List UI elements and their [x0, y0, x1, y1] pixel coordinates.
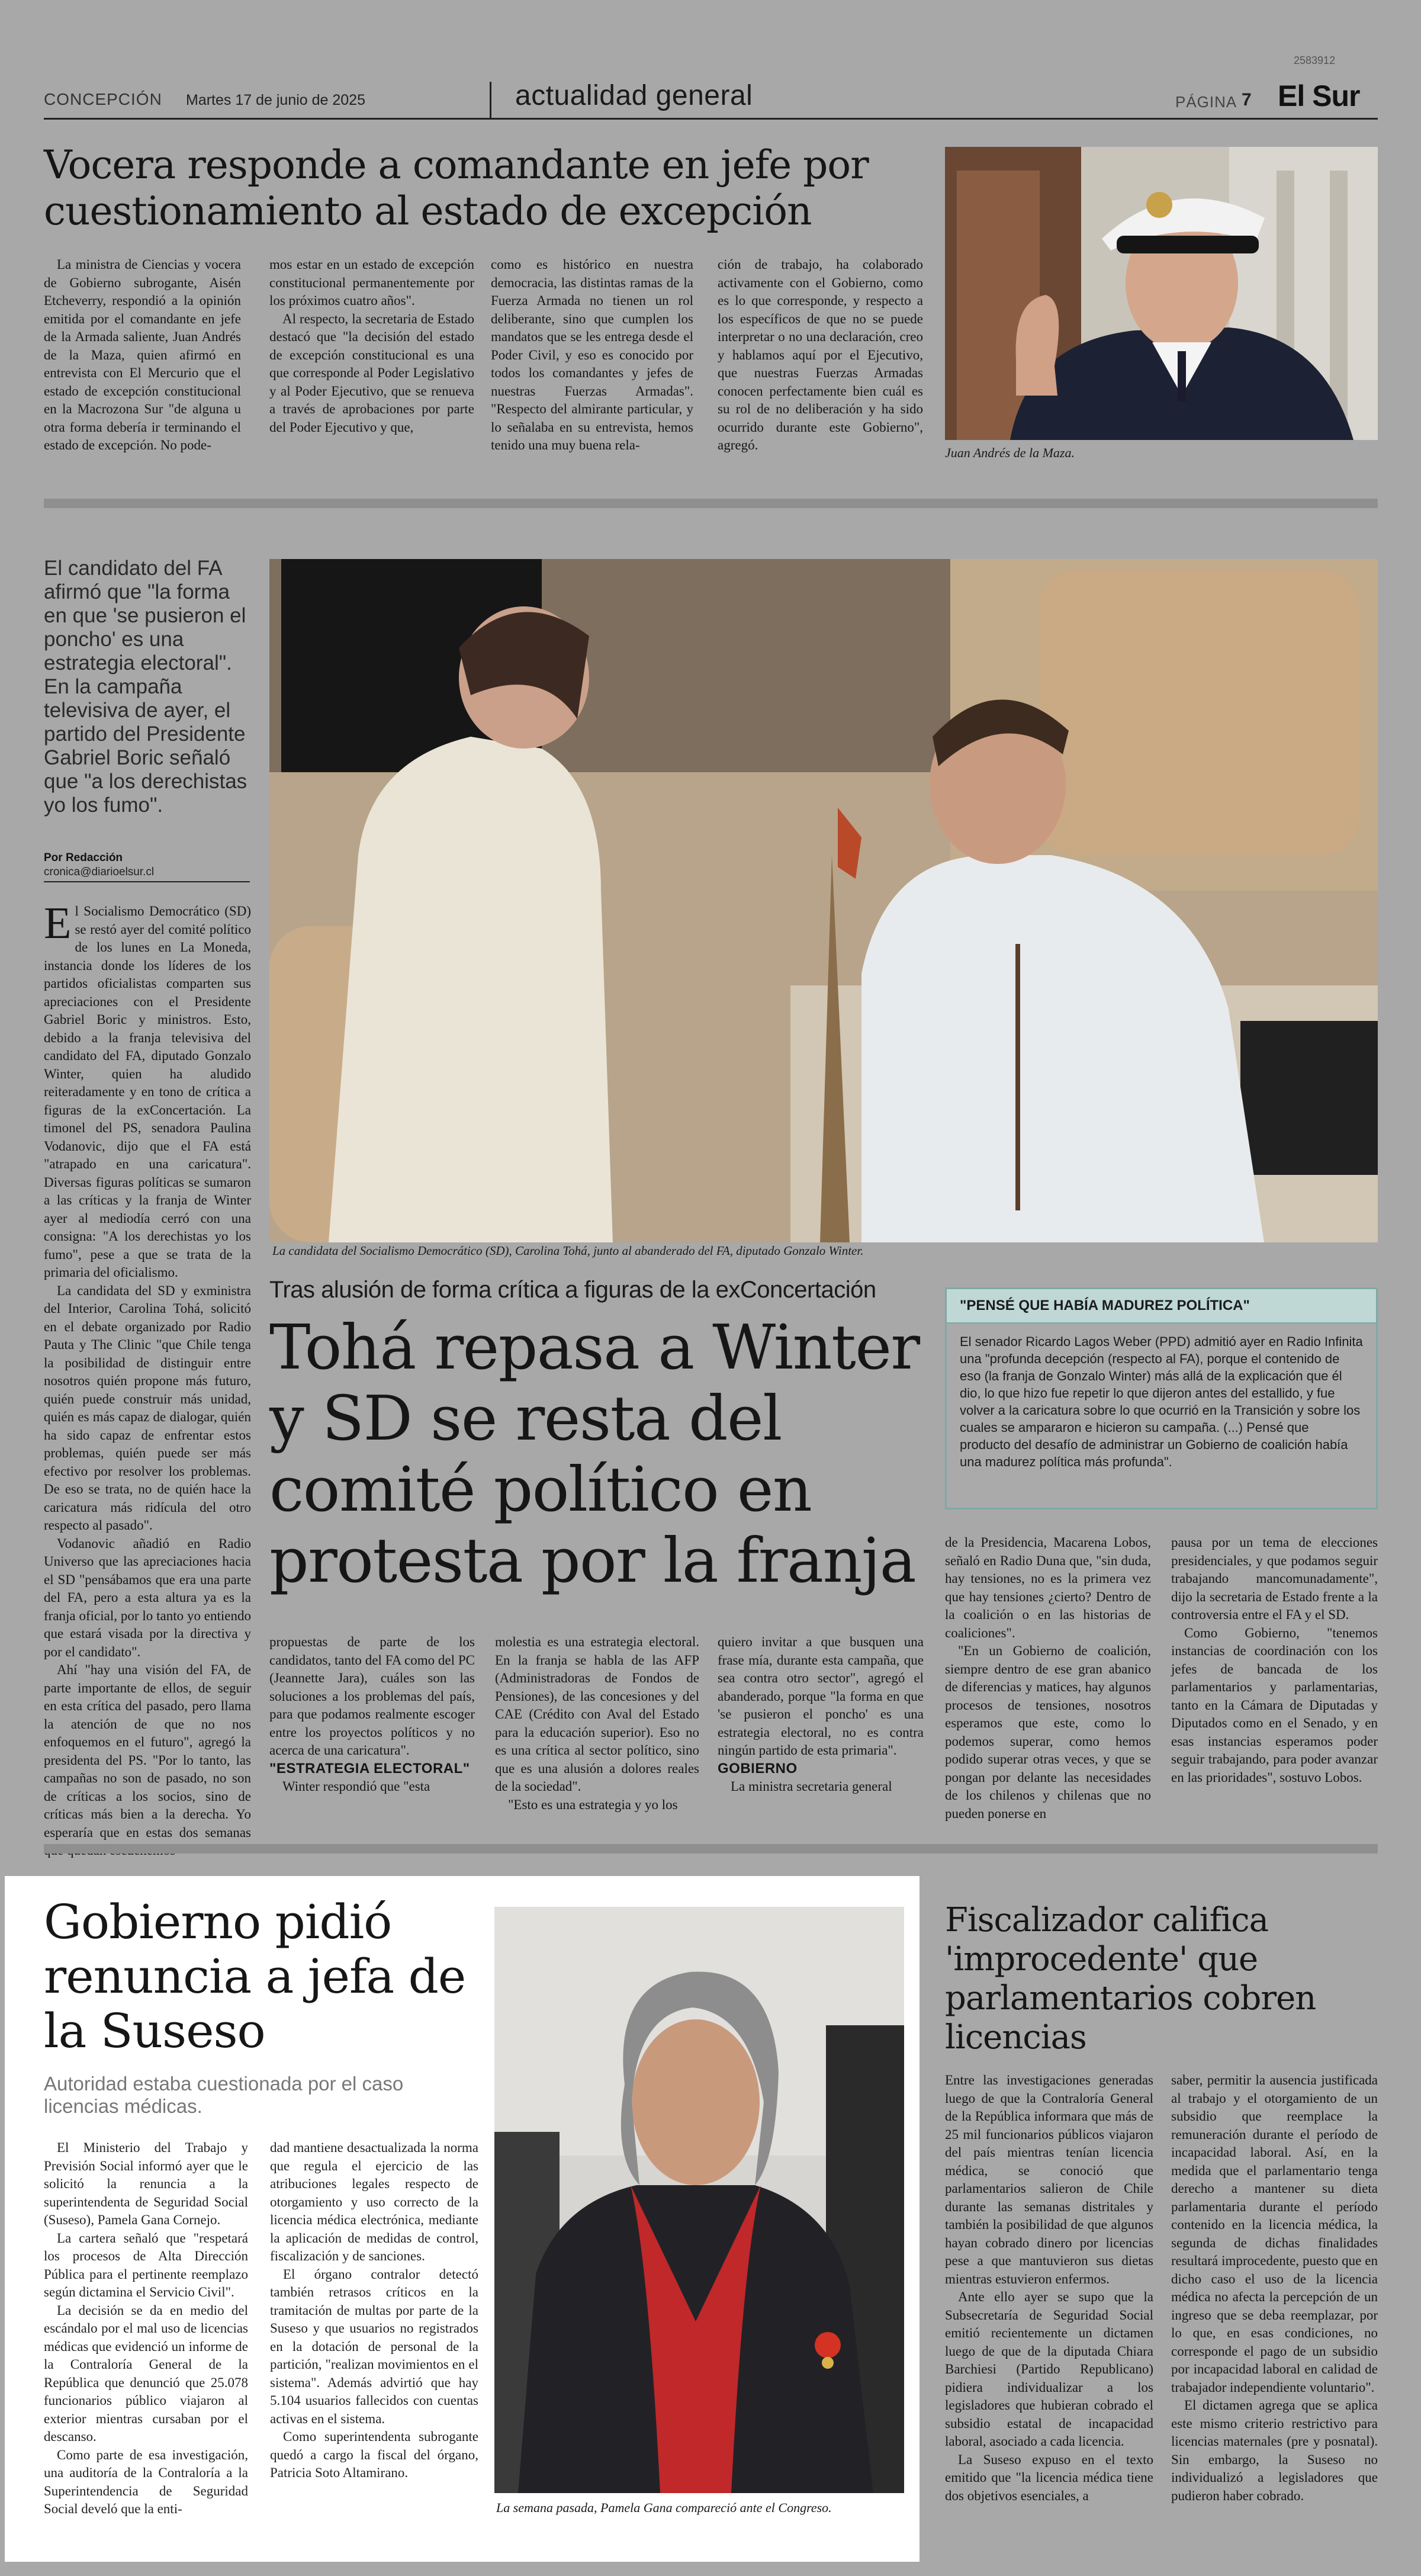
parliament-photo: [269, 559, 1378, 1242]
story2-column-5: pausa por un tema de elecciones presidenciales, y que podamos seguir trabajando mancomunadamente", dijo la secretaria de Estado frente a la controversia entre el FA y el SD. Como Gobierno, "tenemos instancias de coordinación con los jefes de bancada de los parlamentarios y parlamentarias, tanto en la Cámara de Diputadas y Diputados como en el Senado, y en esas instancias esperamos poder seguir trabajando, para poder avanzar en las prioridades", sostuvo Lobos.: [1171, 1535, 1378, 1785]
story2-main-column: El Socialismo Democrático (SD) se restó ayer del comité político de los lunes en La Moneda, instancia donde los líderes de los partidos oficialistas comparten sus apreciaciones con el Presidente Gabriel Boric y ministros. Esto, debido a la franja televisiva del candidato del FA, diputado Gonzalo Winter, quien ha aludido reiteradamente y en tono de crítica a figuras de la exConcertación. La timonel del PS, senadora Paulina Vodanovic, dijo que el FA está "atrapado en una caricatura". Diversas figuras políticas se sumaron a las críticas y la franja de Winter ayer al mediodía cerró con una consigna: "A los derechistas yo los fumo", pese a que se trata de la primaria del oficialismo. La candidata del SD y exministra del Interior, Carolina Tohá, solicitó en el debate organizado por Radio Pauta y The Clinic "que Chile tenga la posibilidad de distinguir entre nosotros quién propone más futuro, quién puede construir más unidad, quién es más capaz de dialogar, quién ha sido capaz de enfrentar estos problemas, quién puede ser más efectivo por resolver los problemas. De eso se trata, no de quién hace la caricatura más ridícula del otro respecto al pasado". Vodanovic añadió en Radio Universo que las apreciaciones hacia el SD "pensábamos que era una parte del FA, pero a esta altura ya es la franja oficial, por lo tanto yo entiendo que estará visada por la directiva y por el candidato". Ahí "hay una visión del FA, de parte importante de ellos, de seguir en esta crítica del pasado, pero llama la atención de que no nos enfoquemos en el futuro", agregó la presidenta del PS. "Por lo tanto, las campañas no son de pasado, no son de críticas a los socios, sino de críticas más bien a la derecha. Yo esperaría que en estas dos semanas: [44, 898, 251, 1840]
story1-photo-caption: Juan Andrés de la Maza.: [945, 445, 1075, 460]
story1-column-1: La ministra de Ciencias y vocera de Gobierno subrogante, Aisén Etcheverry, respondió a la opinión emitida por el comandante en jefe de la Armada saliente, Juan Andrés de la Maza, quien afirmó en entrevista con El Mercurio que el estado de excepción constitucional en la Macrozona Sur "de alguna u otra forma debería ir terminando el estado de excepción. No pode-: [44, 257, 241, 452]
subhead-gobierno: GOBIERNO: [718, 1760, 798, 1777]
story2-kicker: Tras alusión de forma crítica a figuras de la exConcertación: [269, 1277, 876, 1303]
admiral-photo: [945, 147, 1378, 440]
story3-headline: Gobierno pidió renuncia a jefa de la Suseso: [44, 1894, 466, 2058]
story1-headline: Vocera responde a comandante en jefe por cuestionamiento al estado de excepción: [44, 142, 869, 234]
story1-column-2: mos estar en un estado de excepción constitucional permanentemente por los próximos cuatro años". Al respecto, la secretaria de Estado destacó que "la decisión del estado de excepción constitucional es una que corresponde al Poder Legislativo y al Poder Ejecutivo, que se renueva a través de aprobaciones por parte del Poder Ejecutivo y que,: [269, 257, 474, 435]
drop-cap: E: [44, 898, 72, 948]
section-title: actualidad general: [515, 80, 753, 111]
story2-sidebar-quote: El candidato del FA afirmó que "la forma en que 'se pusieron el poncho' es una estrategia electoral". En la campaña televisiva de ayer, el partido del Presidente Gabriel Boric señaló que "a los derechistas yo los fumo".: [44, 557, 247, 817]
story2-column-1: propuestas de parte de los candidatos, tanto del FA como del PC (Jeannette Jara), cuáles son las soluciones a los problemas del país, para que podamos realmente escoger entre los proyectos políticos y no acerca de una caricatura". "ESTRATEGIA ELECTORAL" Winter respondió que "esta: [269, 1634, 475, 1794]
gana-photo: [494, 1907, 904, 2493]
story4-column-2: saber, permitir la ausencia justificada al trabajo y el otorgamiento de un subsidio que reemplace la remuneración durante el período de incapacidad laboral. Así, en la medida que el parlamentario tenga derecho a mantener su dieta parlamentaria durante el período contenido en la licencia médica, la segunda de dichas finalidades resultará improcedente, puesto que en dicho caso el uso de la licencia médica no afecta la percepción de un ingreso que se deba reemplazar, por lo que, en esas condiciones, no corresponde el pago de un subsidio por incapacidad laboral en calidad de trabajador independiente voluntario". El dictamen agrega que se aplica este mismo criterio restrictivo para licencias maternales (pre y posnatal). Sin embargo, la Suseso no individualizó a legisladores que pudieron haber cobrado.: [1171, 2073, 1378, 2503]
section-divider: [490, 82, 491, 118]
story3-deck: Autoridad estaba cuestionada por el caso licencias médicas.: [44, 2073, 404, 2117]
issue-date: Martes 17 de junio de 2025: [186, 92, 365, 108]
story2-column-2: molestia es una estrategia electoral. En la franja se habla de las AFP (Administradoras de Fondos de Pensiones), de las concesiones y del CAE (Crédito con Aval del Estado para la educación superior). Eso no es una crítica al sector político, sino que es una alusión a dolores reales de la sociedad". "Esto es una estrategia y yo los: [495, 1634, 699, 1812]
page-number: 7: [1242, 90, 1252, 110]
paper-logo: El Sur: [1278, 79, 1360, 113]
story-separator-1: [44, 499, 1378, 508]
quote-box-text: El senador Ricardo Lagos Weber (PPD) admitió ayer en Radio Infinita una "profunda decepción (respecto al FA), porque el contenido de eso (la franja de Gonzalo Winter) más allá de la explicación que él dio, lo que hizo fue repetir lo que dijeron antes del estallido, y fue volver a la caricatura sobre lo que ocurrió en la Transición y sobre los cuales se ampararon e hicieron su campaña. (...) Pensé que producto del desafío de administrar un Gobierno de coalición había una madurez política más profunda".: [960, 1334, 1363, 1469]
subhead-estrategia: "ESTRATEGIA ELECTORAL": [269, 1760, 470, 1777]
story2-column-3: quiero invitar a que busquen una frase mía, durante esta campaña, que sea contra otro sector", agregó el abanderado, porque "la forma en que 'se pusieron el poncho' es una estrategia electoral, no es contra ningún partido de esta primaria". GOBIERNO La ministra secretaria general: [718, 1634, 924, 1794]
story3-photo-caption: La semana pasada, Pamela Gana compareció ante el Congreso.: [496, 2500, 832, 2515]
quote-box: [945, 1287, 1378, 1509]
story1-column-3: como es histórico en nuestra democracia, las distintas ramas de la Fuerza Armada no tienen un rol deliberante, sino que cumplen los mandatos que se les entrega desde el Poder Civil, y eso es conocido por todos los comandantes y jefes de nuestras Fuerzas Armadas". "Respecto del almirante particular, y lo señalaba en su entrevista, hemos tenido una muy buena rela-: [491, 257, 693, 452]
byline-rule: [44, 881, 250, 882]
story2-column-4: de la Presidencia, Macarena Lobos, señaló en Radio Duna que, "sin duda, hay tensiones, no es la primera vez que hay tensiones ¿cierto? Dentro de la coalición o en las historias de coaliciones". "En un Gobierno de coalición, siempre dentro de ese gran abanico de diferencias y matices, hay algunos procesos de tensiones, nosotros esperamos que este, como lo podemos superar, como hemos podido superar otras veces, y que se pongan por delante las necesidades de los chilenos y chilenas que no pueden ponerse en: [945, 1535, 1151, 1821]
story3-column-1: El Ministerio del Trabajo y Previsión Social informó ayer que le solicitó la renuncia a la superintendenta de Seguridad Social (Suseso), Pamela Gana Cornejo. La cartera señaló que "respetará los procesos de Alta Dirección Pública para el pertinente reemplazo según dictamina el Servicio Civil". La decisión se da en medio del escándalo por el mal uso de licencias médicas que evidenció un informe de la Contraloría General de la República que denunció que 25.078 funcionarios público viajaron al exterior mientras cursaban por el descanso. Como parte de esa investigación, una auditoría de la Contraloría a la Superintendencia de Seguridad Social develó que la enti-: [44, 2140, 248, 2516]
story4-column-1: Entre las investigaciones generadas luego de que la Contraloría General de la República informara que más de 25 mil funcionarios públicos viajaron del país mientras tenían licencia médica, se conoció que parlamentarios salieron de Chile durante las semanas distritales y también la posibilidad de que algunos hayan cobrado dinero por licencias pese a que mantuvieron sus dietas mientras estuvieron enfermos. Ante ello ayer se supo que la Subsecretaría de Seguridad Social emitió recientemente un dictamen luego de que de la diputada Chiara Barchiesi (Partido Republicano) pidiera individualizar a los legisladores que hubieran cobrado el subsidio estatal de incapacidad laboral, asociado a cada licencia. La Suseso expuso en el texto emitido que "la licencia médica tiene dos objetivos esenciales, a: [945, 2073, 1153, 2503]
masthead-rule: [44, 118, 1378, 120]
story2-byline: Por Redacción: [44, 852, 123, 864]
story-separator-2: [44, 1844, 1378, 1854]
story2-headline: Tohá repasa a Winter y SD se resta del comité político en protesta por la franja: [269, 1311, 920, 1597]
quote-box-title: "PENSÉ QUE HABÍA MADUREZ POLÍTICA": [947, 1289, 1376, 1324]
page-label: PÁGINA: [1175, 93, 1237, 111]
story2-photo-caption: La candidata del Socialismo Democrático (SD), Carolina Tohá, junto al abanderado del FA, diputado Gonzalo Winter.: [272, 1244, 864, 1258]
story1-column-4: ción de trabajo, ha colaborado activamente con el Gobierno, como es lo que corresponde, y respecto a los específicos de que no se puede interpretar o no una declaración, creo y hablamos aquí por el Ejecutivo, que nuestras Fuerzas Armadas conocen perfectamente bien cuál es su rol de no deliberación y ha sido ocurrido durante este Gobierno", agregó.: [718, 257, 923, 452]
story4-headline: Fiscalizador califica 'improcedente' que parlamentarios cobren licencias: [945, 1901, 1316, 2057]
archive-code: 2583912: [1294, 54, 1336, 66]
story2-byline-email: cronica@diarioelsur.cl: [44, 866, 155, 878]
story3-column-2: dad mantiene desactualizada la norma que regula el ejercicio de las atribuciones legales respecto de otorgamiento y uso correcto de la licencia médica electrónica, mediante la aplicación de medidas de control, fiscalización y de sanciones. El órgano contralor detectó también retrasos críticos en la tramitación de multas por parte de la Suseso y que usuarios no registrados en la dotación de personal de la partición, "realizan movimientos en el sistema". Además advirtió que hay 5.104 usuarios fallecidos con cuentas activas en el sistema. Como superintendenta subrogante quedó a cargo la fiscal del órgano, Patricia Soto Altamirano.: [270, 2140, 478, 2480]
city-label: CONCEPCIÓN: [44, 90, 162, 108]
